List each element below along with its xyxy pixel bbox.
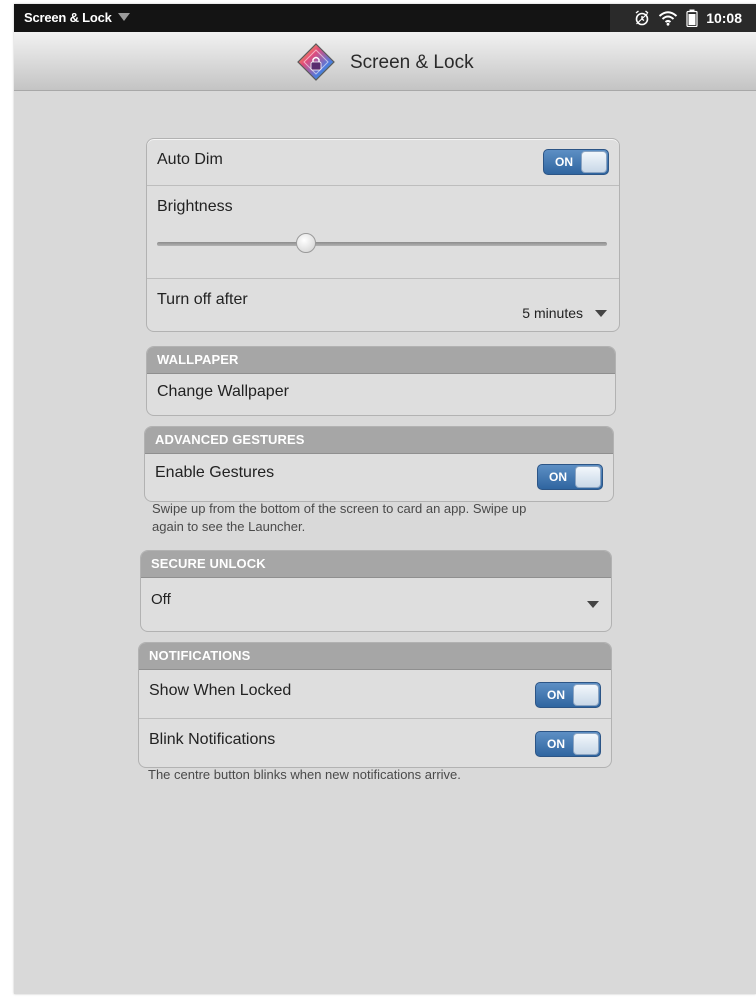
change-wallpaper-row[interactable] [147, 374, 615, 414]
alarm-icon [634, 10, 650, 26]
secure-unlock-value[interactable]: Off [151, 591, 171, 608]
toggle-state-label: ON [555, 155, 573, 169]
advanced-gestures-section-header: ADVANCED GESTURES [145, 427, 613, 454]
page-title: Screen & Lock [350, 52, 474, 73]
brightness-slider-handle[interactable] [296, 233, 316, 253]
show-when-locked-label: Show When Locked [149, 682, 292, 699]
gestures-help-text [152, 500, 622, 536]
brightness-slider[interactable] [157, 242, 607, 246]
status-app-name[interactable]: Screen & Lock [24, 10, 112, 25]
gestures-help-line: Swipe up from the bottom of the screen to card an app. Swipe up [152, 501, 527, 516]
notifications-help-text: The centre button blinks when new notifications arrive. [148, 767, 461, 782]
enable-gestures-row [145, 454, 613, 500]
app-menu-chevron-icon[interactable] [118, 13, 130, 21]
toggle-state-label: ON [547, 688, 565, 702]
auto-dim-row [147, 139, 619, 186]
turn-off-row[interactable] [147, 279, 619, 331]
blink-notifications-label: Blink Notifications [149, 731, 276, 748]
blink-notifications-row [139, 719, 611, 767]
status-indicators[interactable] [610, 4, 756, 32]
secure-unlock-group [140, 550, 612, 632]
toggle-state-label: ON [549, 470, 567, 484]
device-screen [14, 4, 756, 994]
wallpaper-group [146, 346, 616, 416]
enable-gestures-label: Enable Gestures [155, 464, 275, 481]
show-when-locked-row [139, 670, 611, 719]
toggle-knob [581, 151, 607, 173]
notifications-section-header: NOTIFICATIONS [139, 643, 611, 670]
show-when-locked-toggle[interactable] [535, 682, 601, 708]
toggle-knob [575, 466, 601, 488]
brightness-label: Brightness [157, 198, 233, 215]
advanced-gestures-group [144, 426, 614, 502]
toggle-knob [573, 684, 599, 706]
notifications-group [138, 642, 612, 768]
wifi-icon [658, 10, 678, 26]
turn-off-value[interactable]: 5 minutes [522, 305, 583, 321]
chevron-down-icon[interactable] [595, 310, 607, 317]
brightness-row [147, 186, 619, 279]
clock: 10:08 [706, 10, 742, 26]
display-settings-group [146, 138, 620, 332]
status-bar [14, 4, 756, 32]
change-wallpaper-label[interactable]: Change Wallpaper [157, 383, 289, 400]
auto-dim-label: Auto Dim [157, 151, 223, 168]
blink-notifications-toggle[interactable] [535, 731, 601, 757]
secure-unlock-select[interactable] [141, 578, 611, 630]
secure-unlock-section-header: SECURE UNLOCK [141, 551, 611, 578]
battery-icon [686, 9, 698, 27]
screen-lock-app-icon [296, 42, 336, 82]
app-header [14, 32, 756, 91]
gestures-help-line: again to see the Launcher. [152, 519, 306, 534]
toggle-state-label: ON [547, 737, 565, 751]
auto-dim-toggle[interactable] [543, 149, 609, 175]
enable-gestures-toggle[interactable] [537, 464, 603, 490]
wallpaper-section-header: WALLPAPER [147, 347, 615, 374]
turn-off-label: Turn off after [157, 291, 248, 308]
chevron-down-icon[interactable] [587, 601, 599, 608]
toggle-knob [573, 733, 599, 755]
